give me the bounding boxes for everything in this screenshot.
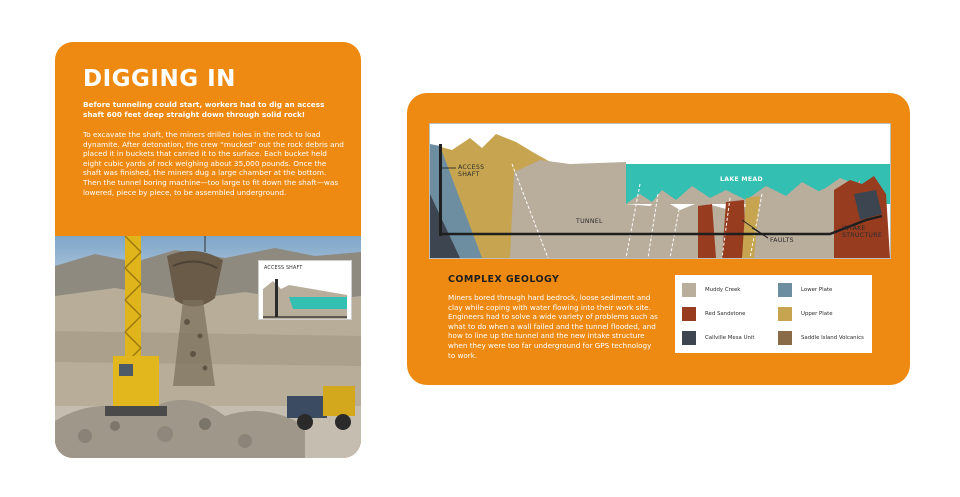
legend-swatch bbox=[682, 307, 696, 321]
legend-item-muddy-creek bbox=[682, 283, 740, 297]
geology-legend bbox=[675, 275, 872, 353]
geology-cross-section-diagram bbox=[429, 123, 891, 259]
legend-swatch bbox=[682, 283, 696, 297]
intake-structure-label: INTAKE STRUCTURE bbox=[842, 225, 883, 239]
panel-body-text: To excavate the shaft, the miners drilled holes in the rock to load dynamite. After detonation, the crew “mucked” out the rock debris and placed it in buckets that carried it to the surface. Each bucket held eight cubic yards of rock weighing about 35,000 pounds. Once the shaft was finished, the miners dug a large chamber at the bottom. Then the tunnel boring machine—too large to fit down the shaft—was lowered, piece by piece, to be assembled underground. bbox=[83, 130, 344, 197]
legend-label: Upper Plate bbox=[801, 311, 833, 317]
geology-title: COMPLEX GEOLOGY bbox=[448, 274, 560, 285]
legend-item-lower-plate bbox=[778, 283, 832, 297]
digging-in-panel bbox=[55, 42, 361, 458]
inset-label: ACCESS SHAFT bbox=[264, 266, 303, 271]
panel-lead-text: Before tunneling could start, workers had to dig an access shaft 600 feet deep straight down through solid rock! bbox=[83, 100, 325, 119]
legend-label: Saddle Island Volcanics bbox=[801, 335, 864, 341]
legend-label: Red Sandstone bbox=[705, 311, 746, 317]
access-shaft-label: ACCESS SHAFT bbox=[458, 164, 485, 178]
legend-item-red-sandstone bbox=[682, 307, 745, 321]
legend-swatch bbox=[778, 283, 792, 297]
legend-label: Lower Plate bbox=[801, 287, 833, 293]
complex-geology-panel bbox=[407, 93, 910, 385]
legend-swatch bbox=[682, 331, 696, 345]
legend-label: Callville Mesa Unit bbox=[705, 335, 755, 341]
excavation-photo bbox=[55, 236, 361, 458]
access-shaft-inset-diagram bbox=[258, 260, 352, 320]
legend-swatch bbox=[778, 331, 792, 345]
tunnel-label: TUNNEL bbox=[576, 218, 603, 225]
cross-section-illustration bbox=[430, 124, 890, 258]
legend-item-saddle-island-volcanics bbox=[778, 331, 864, 345]
geology-body-text: Miners bored through hard bedrock, loose sediment and clay while coping with water flowing into their work site. Engineers had to solve a wide variety of problems such as what to do when a wall failed and the tunnel flooded, and how to line up the tunnel and the new intake structure when they were too far underground for GPS technology to work. bbox=[448, 293, 658, 360]
legend-item-upper-plate bbox=[778, 307, 833, 321]
panel-title: DIGGING IN bbox=[83, 66, 236, 92]
lake-mead-label: LAKE MEAD bbox=[720, 176, 763, 183]
legend-swatch bbox=[778, 307, 792, 321]
faults-label: FAULTS bbox=[770, 237, 794, 244]
legend-label: Muddy Creek bbox=[705, 287, 741, 293]
legend-item-callville-mesa-unit bbox=[682, 331, 755, 345]
